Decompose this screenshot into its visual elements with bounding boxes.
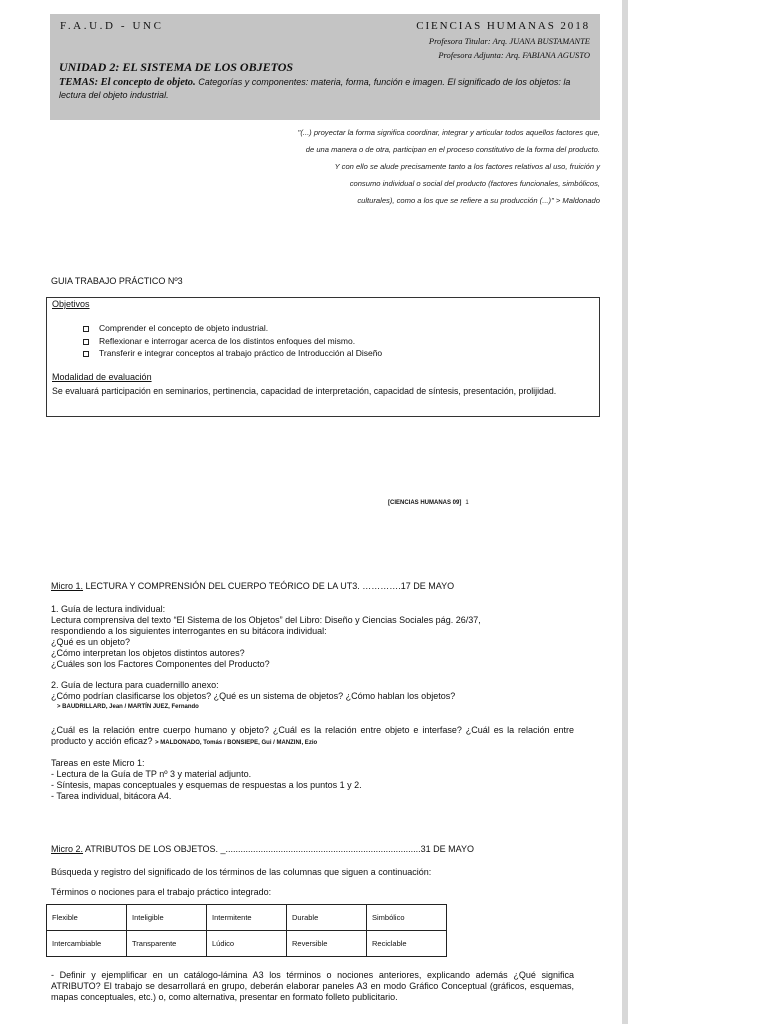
micro1-title: LECTURA Y COMPRENSIÓN DEL CUERPO TEÓRICO DE LA UT3. ………….17 DE MAYO (83, 581, 455, 591)
right-margin (628, 0, 768, 1024)
maldonado-quote (180, 124, 600, 209)
micro1-tasks (51, 758, 362, 802)
task-item: - Síntesis, mapas conceptuales y esquemas de respuestas a los puntos 1 y 2. (51, 780, 362, 790)
quote-line: "(...) proyectar la forma significa coordinar, integrar y articular todos aquellos factores que, (297, 128, 600, 137)
table-row (47, 905, 447, 931)
text-line: ¿Qué es un objeto? (51, 637, 131, 647)
institution-name: F.A.U.D - UNC (60, 20, 164, 32)
table-cell: Simbólico (367, 905, 447, 931)
tasks-heading: Tareas en este Micro 1: (51, 758, 145, 768)
micro2-intro: Búsqueda y registro del significado de los términos de las columnas que siguen a continuación: (51, 867, 432, 877)
section-heading: 1. Guía de lectura individual: (51, 604, 166, 614)
objectives-heading: Objetivos (52, 299, 90, 309)
evaluation-text: Se evaluará participación en seminarios, pertinencia, capacidad de interpretación, capacidad de síntesis, presentación, prolijidad. (52, 386, 557, 396)
document-header (50, 14, 600, 120)
objectives-box (46, 297, 600, 417)
guide-title: GUIA TRABAJO PRÁCTICO Nº3 (51, 276, 183, 286)
table-cell: Reciclable (367, 931, 447, 957)
terms-table (46, 904, 447, 957)
temas (59, 76, 591, 102)
questions-text: ¿Cuál es la relación entre cuerpo humano y objeto? ¿Cuál es la relación entre objeto e interfase? ¿Cuál es la relación entre producto y acción eficaz? (51, 725, 574, 746)
terms-label: Términos o nociones para el trabajo práctico integrado: (51, 887, 272, 897)
text-line: ¿Cómo podrían clasificarse los objetos? ¿Qué es un sistema de objetos? ¿Cómo hablan los objetos? (51, 691, 456, 701)
objectives-list (83, 322, 382, 360)
course-name: CIENCIAS HUMANAS 2018 (416, 20, 590, 32)
text-line: respondiendo a los siguientes interrogantes en su bitácora individual: (51, 626, 327, 636)
unit-title: UNIDAD 2: EL SISTEMA DE LOS OBJETOS (59, 60, 294, 74)
micro2-heading (51, 844, 474, 855)
micro2-final-text: - Definir y ejemplificar en un catálogo-lámina A3 los términos o nociones anteriores, explicando además ¿Qué significa ATRIBUTO? El trabajo se desarrollará en grupo, deberán elaborar paneles A3 en modo Gráfico Conceptual (gráficos, esquemas, mapas conceptuales, etc.) o, como alternativa, presentar en formato folleto publicitario. (51, 970, 574, 1002)
quote-line: culturales), como a los que se refiere a su producción (...)" > Maldonado (357, 196, 600, 205)
quote-line: consumo individual o social del producto (factores funcionales, simbólicos, (349, 179, 600, 188)
micro2-title: ATRIBUTOS DE LOS OBJETOS. _..............................................................................31 DE MAYO (83, 844, 474, 854)
temas-bold: El concepto de objeto. (100, 77, 196, 88)
table-cell: Durable (287, 905, 367, 931)
task-item: - Tarea individual, bitácora A4. (51, 791, 172, 801)
quote-line: de una manera o de otra, participan en el proceso constitutivo de la forma del producto. (305, 145, 600, 154)
quote-line: Y con ello se alude precisamente tanto a los factores relativos al uso, fruición y (334, 162, 600, 171)
task-item: - Lectura de la Guía de TP nº 3 y material adjunto. (51, 769, 252, 779)
micro1-section2 (51, 680, 455, 713)
table-cell: Intermitente (207, 905, 287, 931)
micro1-label: Micro 1. (51, 581, 84, 591)
page-number: 1 (465, 500, 469, 506)
micro1-questions (51, 725, 574, 749)
table-cell: Flexible (47, 905, 127, 931)
objective-item: Transferir e integrar conceptos al trabajo práctico de Introducción al Diseño (83, 347, 382, 360)
table-cell: Transparente (127, 931, 207, 957)
objective-item: Reflexionar e interrogar acerca de los distintos enfoques del mismo. (83, 335, 382, 348)
author-reference: > BAUDRILLARD, Jean / MARTÍN JUEZ, Fernando (57, 704, 199, 710)
table-cell: Inteligible (127, 905, 207, 931)
temas-label: TEMAS: (59, 77, 99, 88)
text-line: Lectura comprensiva del texto “El Sistema de los Objetos” del Libro: Diseño y Ciencias Sociales pág. 26/37, (51, 615, 481, 625)
text-line: ¿Cuáles son los Factores Componentes del Producto? (51, 659, 270, 669)
evaluation-heading: Modalidad de evaluación (52, 372, 152, 382)
micro2-label: Micro 2. (51, 844, 84, 854)
section-heading: 2. Guía de lectura para cuadernillo anexo: (51, 680, 219, 690)
micro1-section1 (51, 604, 481, 670)
table-cell: Lúdico (207, 931, 287, 957)
temas-text: Categorías y componentes: materia, forma, función e imagen. El significado de los objetos: la lectura del objeto industrial. (59, 77, 571, 100)
text-line: ¿Cómo interpretan los objetos distintos autores? (51, 648, 245, 658)
table-row (47, 931, 447, 957)
author-reference: > MALDONADO, Tomás / BONSIEPE, Gui / MANZINI, Ezio (155, 740, 318, 746)
table-cell: Intercambiable (47, 931, 127, 957)
professor-titular: Profesora Titular: Arq. JUANA BUSTAMANTE (428, 36, 590, 46)
micro1-heading (51, 581, 454, 592)
page-footer (388, 500, 469, 506)
table-cell: Reversible (287, 931, 367, 957)
professor-adjunta: Profesora Adjunta: Arq. FABIANA AGUSTO (438, 50, 590, 60)
footer-label: [CIENCIAS HUMANAS 09] (388, 500, 462, 506)
objective-item: Comprender el concepto de objeto industrial. (83, 322, 382, 335)
